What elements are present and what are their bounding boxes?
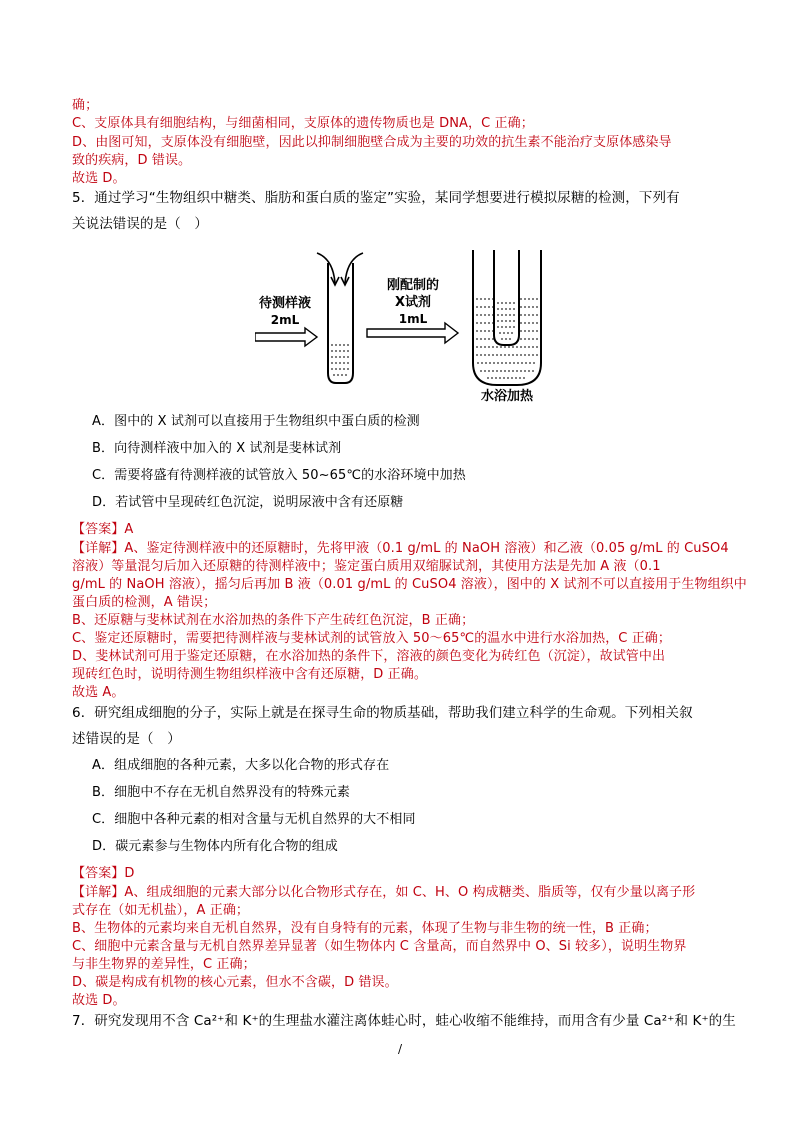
q5-explain-line: 现砖红色时，说明待测生物组织样液中含有还原糖，D 正确。	[72, 667, 427, 682]
page-footer: /	[398, 1042, 403, 1056]
reagent-volume: 1mL	[398, 312, 428, 326]
test-tube-diagram	[255, 245, 545, 405]
q5-option-c: C．需要将盛有待测样液的试管放入 50~65℃的水浴环境中加热	[92, 468, 466, 483]
prev-explain-line: 确；	[72, 98, 99, 113]
q6-explain-line: 故选 D。	[72, 993, 126, 1008]
q5-answer: 【答案】A	[72, 522, 134, 537]
q6-explain-line: 【详解】A、组成细胞的元素大部分以化合物形式存在，如 C、H、O 构成糖类、脂质等，仅有少量以离子形	[72, 885, 696, 900]
reagent-label-2: X试剂	[394, 295, 432, 310]
prev-explain-line: C、支原体具有细胞结构，与细菌相同，支原体的遗传物质也是 DNA，C 正确；	[72, 116, 534, 131]
q6-answer: 【答案】D	[72, 866, 135, 881]
q6-stem-cont: 述错误的是（ ）	[72, 731, 181, 747]
q6-option-d: D．碳元素参与生物体内所有化合物的组成	[92, 839, 338, 854]
q6-explain-line: B、生物体的元素均来自无机自然界，没有自身特有的元素，体现了生物与非生物的统一性，B 正确；	[72, 921, 658, 936]
q6-explain-line: 式存在（如无机盐），A 正确；	[72, 903, 250, 918]
q5-explain-line: 故选 A。	[72, 685, 125, 700]
q6-explain-line: 与非生物界的差异性，C 正确；	[72, 957, 256, 972]
sample-label: 待测样液	[258, 296, 312, 311]
q5-explain-line: 【详解】A、鉴定待测样液中的还原糖时，先将甲液（0.1 g/mL 的 NaOH 溶液）和乙液（0.05 g/mL 的 CuSO4	[72, 541, 729, 556]
q6-explain-line: D、碳是构成有机物的核心元素，但水不含碳，D 错误。	[72, 975, 398, 990]
q7-stem: 7．研究发现用不含 Ca²⁺和 K⁺的生理盐水灌注离体蛙心时，蛙心收缩不能维持，而用含有少量 Ca²⁺和 K⁺的生	[72, 1013, 736, 1029]
q6-option-c: C．细胞中各种元素的相对含量与无机自然界的大不相同	[92, 812, 416, 827]
q5-explain-line: C、鉴定还原糖时，需要把待测样液与斐林试剂的试管放入 50～65℃的温水中进行水浴加热，C 正确；	[72, 631, 672, 646]
q5-explain-line: 溶液）等量混匀后加入还原糖的待测样液中；鉴定蛋白质用双缩脲试剂，其使用方法是先加 A 液（0.1	[72, 559, 661, 574]
q6-explain-line: C、细胞中元素含量与无机自然界差异显著（如生物体内 C 含量高，而自然界中 O、Si 较多），说明生物界	[72, 939, 687, 954]
arrow-right-icon	[255, 328, 317, 346]
q5-stem: 5．通过学习“生物组织中糖类、脂肪和蛋白质的鉴定”实验，某同学想要进行模拟尿糖的检测，下列有	[72, 190, 680, 206]
water-bath-beaker-icon	[473, 250, 541, 385]
q5-explain-line: g/mL 的 NaOH 溶液），摇匀后再加 B 液（0.01 g/mL 的 CuSO4 溶液），图中的 X 试剂不可以直接用于生物组织中	[72, 577, 747, 592]
q6-stem: 6．研究组成细胞的分子，实际上就是在探寻生命的物质基础，帮助我们建立科学的生命观。下列相关叙	[72, 705, 693, 721]
arrow-right-icon	[367, 323, 458, 343]
heat-label: 水浴加热	[480, 389, 534, 404]
q5-option-a: A．图中的 X 试剂可以直接用于生物组织中蛋白质的检测	[92, 414, 420, 429]
q5-figure	[255, 245, 545, 405]
q5-option-d: D．若试管中呈现砖红色沉淀，说明尿液中含有还原糖	[92, 495, 404, 510]
q6-option-a: A．组成细胞的各种元素，大多以化合物的形式存在	[92, 758, 390, 773]
prev-explain-line: 致的疾病，D 错误。	[72, 153, 192, 168]
prev-explain-line: D、由图可知，支原体没有细胞壁，因此以抑制细胞壁合成为主要的功效的抗生素不能治疗支原体感染导	[72, 135, 672, 150]
q5-explain-line: B、还原糖与斐林试剂在水浴加热的条件下产生砖红色沉淀，B 正确；	[72, 613, 475, 628]
sample-volume: 2mL	[270, 313, 300, 327]
q5-stem-cont: 关说法错误的是（ ）	[72, 216, 208, 232]
reagent-label-1: 刚配制的	[386, 278, 440, 293]
q5-explain-line: D、斐林试剂可用于鉴定还原糖，在水浴加热的条件下，溶液的颜色变化为砖红色（沉淀），故试管中出	[72, 649, 666, 664]
q6-option-b: B．细胞中不存在无机自然界没有的特殊元素	[92, 785, 350, 800]
prev-explain-line: 故选 D。	[72, 171, 126, 186]
q5-option-b: B．向待测样液中加入的 X 试剂是斐林试剂	[92, 441, 342, 456]
sample-tube-icon	[317, 253, 363, 383]
q5-explain-line: 蛋白质的检测，A 错误；	[72, 595, 217, 610]
